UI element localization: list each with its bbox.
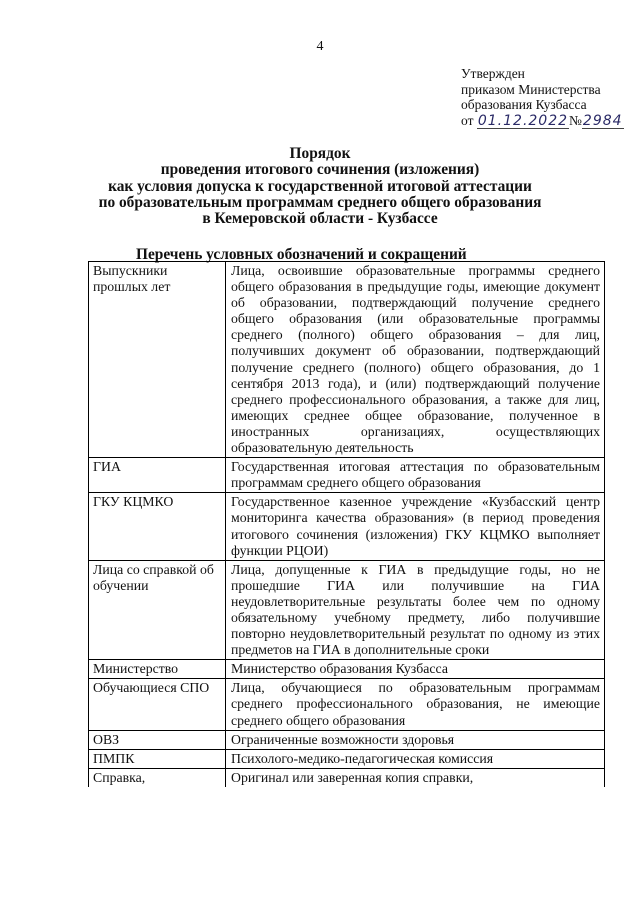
abbreviation-term: Выпускники прошлых лет: [89, 262, 226, 458]
abbreviation-term: ОВЗ: [89, 730, 226, 749]
title-line: в Кемеровской области - Кузбассе: [202, 210, 438, 228]
section-heading: Перечень условных обозначений и сокращений: [136, 246, 467, 263]
abbreviation-term: ГКУ КЦМКО: [89, 493, 226, 560]
approval-stamp: [461, 66, 624, 129]
abbreviation-definition: Лица, освоившие образовательные программы среднего общего образования в предыдущие годы, имеющие документ об образовании, подтверждающий получение среднего общего образования (или образовательные программы среднего (полного) общего образования – для лиц, получивших документ об образовании, подтверждающий получение среднего (полного) общего образования, до 1 сентября 2013 года), и (или) подтверждающий получение среднего профессионального образования, а также для лиц, имеющих среднее общее образование, полученное в иностранных организациях, осуществляющих образовательную деятельность: [226, 262, 605, 458]
abbreviation-definition: Лица, обучающиеся по образовательным программам среднего профессионального образования, не имеющие среднего общего образования: [226, 679, 605, 730]
table-row: [89, 730, 605, 749]
approval-number-label: №: [569, 112, 582, 128]
table-row: [89, 493, 605, 560]
table-row: [89, 749, 605, 768]
abbreviation-term: Обучающиеся СПО: [89, 679, 226, 730]
approval-date: 01.12.2022: [477, 112, 569, 129]
abbreviation-definition: Ограниченные возможности здоровья: [226, 730, 605, 749]
abbreviation-term: Справка,: [89, 768, 226, 787]
abbreviation-definition: Государственная итоговая аттестация по образовательным программам среднего общего образования: [226, 458, 605, 493]
approval-number: 2984: [582, 112, 623, 129]
abbreviation-definition: Министерство образования Кузбасса: [226, 660, 605, 679]
abbreviation-definition: Психолого-медико-педагогическая комиссия: [226, 749, 605, 768]
abbreviation-term: ПМПК: [89, 749, 226, 768]
table-row: [89, 458, 605, 493]
table-row: [89, 768, 605, 787]
table-row: [89, 679, 605, 730]
title-line: как условия допуска к государственной итоговой аттестации: [108, 177, 532, 195]
abbreviation-definition: Лица, допущенные к ГИА в предыдущие годы, но не прошедшие ГИА или получившие на ГИА неудовлетворительные результаты более чем по одному обязательному учебному предмету, либо получившие повторно неудовлетворительный результат по одному из этих предметов на ГИА в дополнительные сроки: [226, 560, 605, 660]
approval-line: приказом Министерства: [461, 81, 601, 97]
approval-line: образования Кузбасса: [461, 97, 587, 112]
title-line: Порядок: [289, 145, 351, 162]
abbreviation-definition: Государственное казенное учреждение «Кузбасский центр мониторинга качества образования» (в период проведения итогового сочинения (изложения) ГКУ КЦМКО выполняет функции РЦОИ): [226, 493, 605, 560]
abbreviation-definition: Оригинал или заверенная копия справки,: [226, 768, 605, 787]
document-title: [0, 146, 640, 227]
abbreviation-term: Министерство: [89, 660, 226, 679]
approval-from-label: от: [461, 112, 474, 128]
approval-order-line: [461, 113, 624, 129]
abbreviation-term: ГИА: [89, 458, 226, 493]
page-number: 4: [316, 39, 324, 54]
table-row: [89, 262, 605, 458]
title-line: проведения итогового сочинения (изложения): [160, 161, 480, 179]
table-row: [89, 660, 605, 679]
table-row: [89, 560, 605, 660]
abbreviation-term: Лица со справкой об обучении: [89, 560, 226, 660]
title-line: по образовательным программам среднего общего образования: [98, 193, 542, 211]
abbreviations-table: [88, 261, 605, 787]
approval-line: Утвержден: [461, 66, 525, 81]
